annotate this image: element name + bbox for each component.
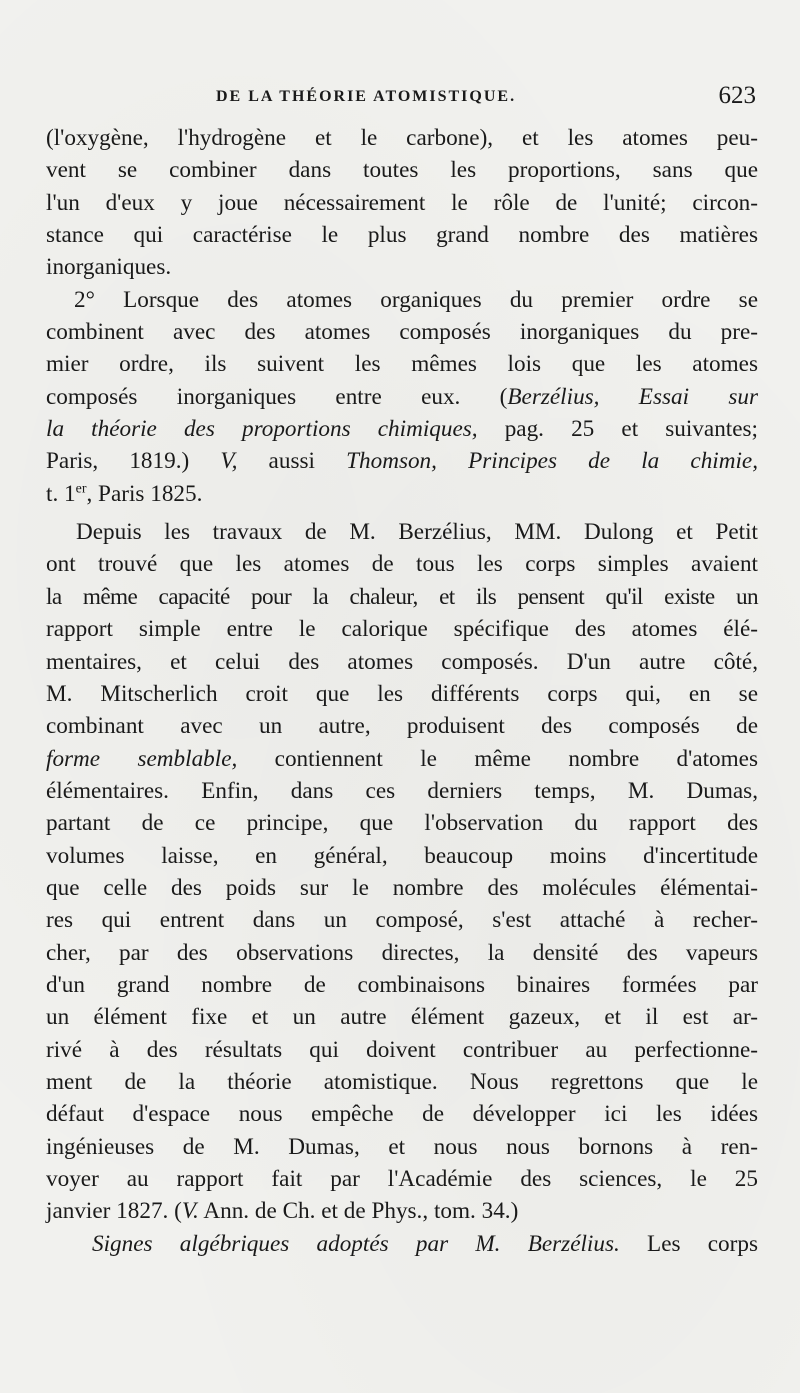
text-run: , Paris 1825. (86, 480, 203, 507)
text-line: volumes laisse, en général, beaucoup moins d'incertitude (46, 842, 758, 869)
italic-term: forme semblable, (46, 745, 238, 772)
text-line: ont trouvé que les atomes de tous les corps simples avaient (46, 551, 758, 578)
text-line: voyer au rapport fait par l'Académie des sciences, le 25 (46, 1166, 758, 1192)
text-line: élémentaires. Enfin, dans ces derniers temps, M. Dumas, (46, 777, 758, 804)
paragraph-4 (46, 1228, 758, 1260)
text-line: que celle des poids sur le nombre des molécules élémentai- (46, 874, 758, 901)
paragraph-1 (46, 122, 758, 284)
paragraph-2 (46, 284, 758, 510)
text-run: Ann. de Ch. et de Phys., tom. 34.) (198, 1198, 519, 1225)
text-line: un élément fixe et un autre élément gazeux, et il est ar- (46, 1004, 758, 1031)
text-line (46, 478, 758, 510)
page-number: 623 (718, 82, 756, 109)
text-run: t. 1 (46, 480, 76, 507)
text-line: d'un grand nombre de combinaisons binaires formées par (46, 971, 758, 998)
text-line: rapport simple entre le calorique spécifique des atomes élé- (46, 616, 758, 643)
text-line: vent se combiner dans toutes les proportions, sans que (46, 157, 758, 184)
text-line: ingénieuses de M. Dumas, et nous nous bornons à ren- (46, 1133, 758, 1160)
superscript: er (75, 481, 87, 497)
text-line: stance qui caractérise le plus grand nombre des matières (46, 222, 758, 249)
text-run: composés inorganiques entre eux. ( (46, 383, 508, 410)
text-run: Paris, 1819.) (46, 448, 221, 475)
text-run: janvier 1827. ( (46, 1198, 182, 1225)
text-line: mentaires, et celui des atomes composés. D'un autre côté, (46, 648, 758, 675)
text-line: (l'oxygène, l'hydrogène et le carbone), et les atomes peu- (46, 125, 758, 151)
paragraph-3 (46, 516, 758, 1228)
text-line: partant de ce principe, que l'observation du rapport des (46, 810, 758, 837)
citation-italic: Berzélius, Essai sur (507, 383, 758, 410)
text-run: contiennent le même nombre d'atomes (237, 745, 758, 772)
running-header (46, 84, 758, 114)
citation-italic: V. (181, 1198, 199, 1225)
running-title: DE LA THÉORIE ATOMISTIQUE. (216, 88, 517, 105)
text-line: combinant avec un autre, produisent des composés de (46, 713, 758, 740)
text-line (46, 1195, 758, 1227)
section-heading-italic: Signes algébriques adoptés par M. Berzélius. (92, 1230, 620, 1257)
text-line: ment de la théorie atomistique. Nous regrettons que le (46, 1068, 758, 1095)
text-line: combinent avec des atomes composés inorganiques du pre- (46, 319, 758, 346)
text-line: Depuis les travaux de M. Berzélius, MM. Dulong et Petit (76, 519, 758, 546)
text-line: cher, par des observations directes, la densité des vapeurs (46, 939, 758, 966)
body-text (46, 122, 758, 1260)
text-line: rivé à des résultats qui doivent contribuer au perfectionne- (46, 1036, 758, 1063)
text-line: la même capacité pour la chaleur, et ils pensent qu'il existe un (46, 583, 758, 610)
text-run: aussi (237, 448, 347, 475)
text-line: res qui entrent dans un composé, s'est attaché à recher- (46, 907, 758, 934)
text-line: l'un d'eux y joue nécessairement le rôle de l'unité; circon- (46, 189, 758, 216)
text-line (46, 413, 758, 445)
text-line: M. Mitscherlich croit que les différents corps qui, en se (46, 680, 758, 707)
text-line (46, 445, 758, 477)
citation-italic: V, (220, 448, 238, 475)
text-line (46, 1228, 758, 1260)
text-run: pag. 25 et suivantes; (477, 416, 758, 443)
text-line: mier ordre, ils suivent les mêmes lois que les atomes (46, 351, 758, 378)
text-run: Les corps (619, 1230, 758, 1257)
text-line (46, 381, 758, 413)
text-line (46, 743, 758, 775)
text-line: inorganiques. (46, 254, 172, 281)
citation-italic: la théorie des proportions chimiques, (46, 416, 478, 443)
text-line: défaut d'espace nous empêche de développer ici les idées (46, 1101, 758, 1128)
citation-italic: Thomson, Principes de la chimie, (346, 448, 759, 475)
text-line: 2° Lorsque des atomes organiques du premier ordre se (74, 286, 758, 313)
